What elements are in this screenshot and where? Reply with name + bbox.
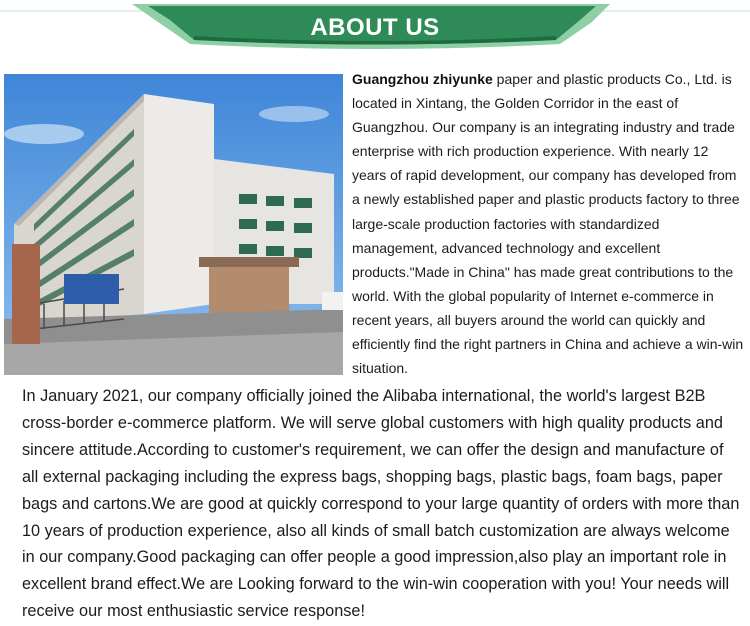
factory-building-image xyxy=(4,74,343,375)
intro-text: paper and plastic products Co., Ltd. is located in Xintang, the Golden Corridor in the east of Guangzhou. Our company is an integrating industry and trade enterprise with rich production experience. With nearly 12 years of rapid development, our company has developed from a newly established paper and plastic products factory to three large-scale production factories with standardized management, advanced technology and excellent products."Made in China" has made great contributions to the world. With the global popularity of Internet e-commerce in recent years, all buyers around the world can quickly and efficiently find the right partners in China and achieve a win-win situation. xyxy=(352,71,744,377)
page-title: ABOUT US xyxy=(310,14,440,41)
company-description-paragraph: In January 2021, our company officially joined the Alibaba international, the world's largest B2B cross-border e-commerce platform. We will serve global customers with high quality products and sincere attitude.According to customer's requirement, we can offer the design and manufacture of all external packaging including the express bags, shopping bags, plastic bags, foam bags, paper bags and cartons.We are good at quickly correspond to your large quantity of orders with more than 10 years of production experience, also all kinds of small batch customization are always welcome in our company.Good packaging can offer people a good impression,also play an important role in excellent brand effect.We are Looking forward to the win-win cooperation with you! Your needs will receive our most enthusiastic service response! xyxy=(22,387,740,621)
about-us-banner xyxy=(0,0,750,56)
intro-paragraph xyxy=(352,67,744,380)
company-name: Guangzhou zhiyunke xyxy=(352,71,493,87)
factory-photo xyxy=(4,74,343,375)
